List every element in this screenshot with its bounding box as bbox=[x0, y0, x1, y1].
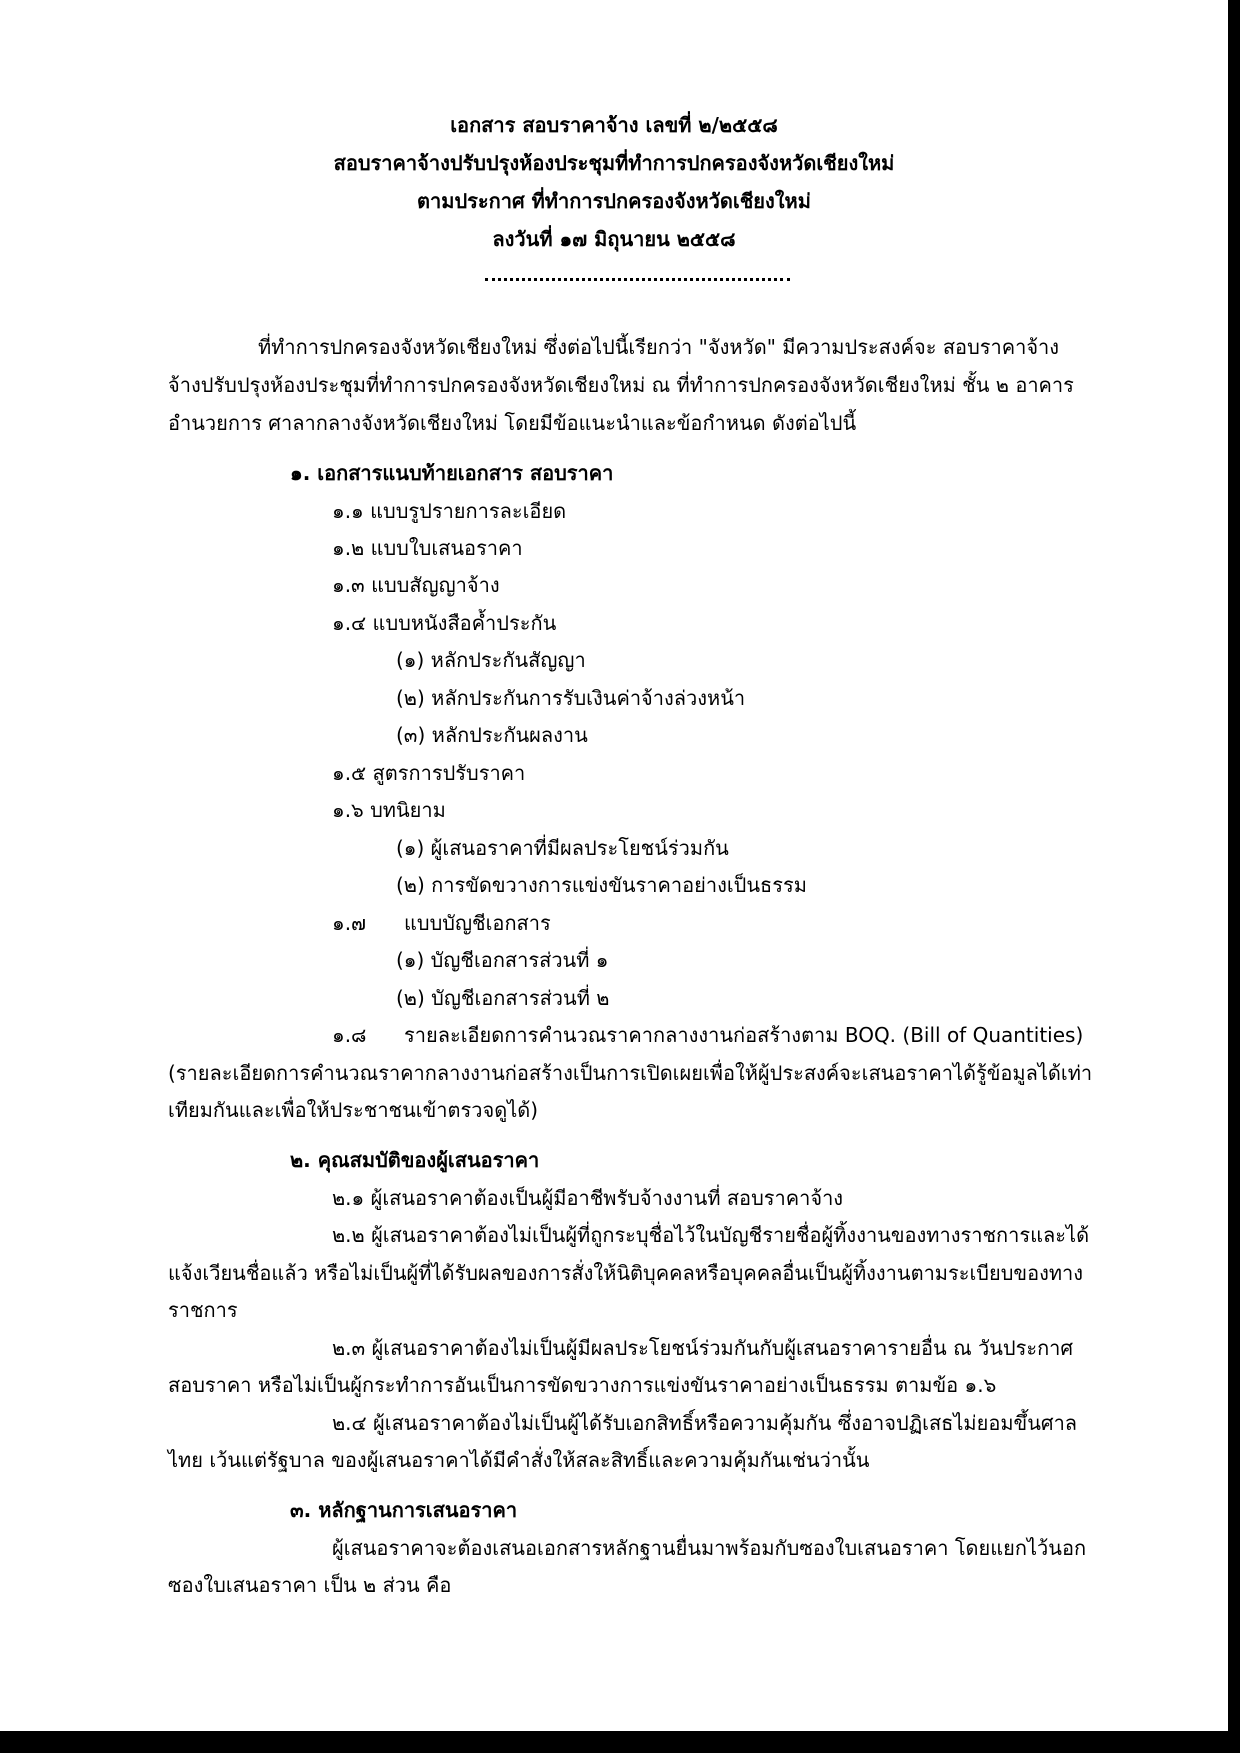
item-1-2: ๑.๒ แบบใบเสนอราคา bbox=[332, 536, 523, 560]
item-2-1: ๒.๑ ผู้เสนอราคาต้องเป็นผู้มีอาชีพรับจ้างงานที่ สอบราคาจ้าง bbox=[332, 1186, 844, 1210]
item-1-7-1: (๑) บัญชีเอกสารส่วนที่ ๑ bbox=[396, 948, 609, 972]
item-1-6-1: (๑) ผู้เสนอราคาที่มีผลประโยชน์ร่วมกัน bbox=[396, 836, 729, 860]
item-2-3-line-2: สอบราคา หรือไม่เป็นผู้กระทำการอันเป็นการขัดขวางการแข่งขันราคาอย่างเป็นธรรม ตามข้อ ๑.๖ bbox=[168, 1373, 997, 1397]
item-1-3: ๑.๓ แบบสัญญาจ้าง bbox=[332, 573, 500, 597]
scan-edge-bottom bbox=[0, 1731, 1240, 1753]
item-1-8-note-line-1: (รายละเอียดการคำนวณราคากลางงานก่อสร้างเป็นการเปิดเผยเพื่อให้ผู้ประสงค์จะเสนอราคาได้รู้ข้อมูลได้เท่า bbox=[168, 1061, 1093, 1085]
item-1-7: แบบบัญชีเอกสาร bbox=[404, 911, 551, 935]
item-1-1: ๑.๑ แบบรูปรายการละเอียด bbox=[332, 499, 567, 523]
item-2-2-line-2: แจ้งเวียนชื่อแล้ว หรือไม่เป็นผู้ที่ได้รับผลของการสั่งให้นิติบุคคลหรือบุคคลอื่นเป็นผู้ทิ้งงานตามระเบียบของทาง bbox=[168, 1261, 1084, 1285]
item-1-8-note-line-2: เทียมกันและเพื่อให้ประชาชนเข้าตรวจดูได้) bbox=[168, 1098, 539, 1122]
item-2-2-line-1: ๒.๒ ผู้เสนอราคาต้องไม่เป็นผู้ที่ถูกระบุชื่อไว้ในบัญชีรายชื่อผู้ทิ้งงานของทางราชการและได้ bbox=[332, 1223, 1090, 1247]
item-1-4-2: (๒) หลักประกันการรับเงินค่าจ้างล่วงหน้า bbox=[396, 686, 746, 710]
item-2-4-line-2: ไทย เว้นแต่รัฐบาล ของผู้เสนอราคาได้มีคำสั่งให้สละสิทธิ์และความคุ้มกันเช่นว่านั้น bbox=[168, 1448, 870, 1472]
section-3-line-2: ซองใบเสนอราคา เป็น ๒ ส่วน คือ bbox=[168, 1573, 452, 1597]
doc-title-number: เอกสาร สอบราคาจ้าง เลขที่ ๒/๒๕๕๘ bbox=[450, 113, 778, 137]
item-1-6-2: (๒) การขัดขวางการแข่งขันราคาอย่างเป็นธรรม bbox=[396, 873, 807, 897]
item-2-3-line-1: ๒.๓ ผู้เสนอราคาต้องไม่เป็นผู้มีผลประโยชน์ร่วมกันกับผู้เสนอราคารายอื่น ณ วันประกาศ bbox=[332, 1336, 1074, 1360]
doc-title-announcement: ตามประกาศ ที่ทำการปกครองจังหวัดเชียงใหม่ bbox=[417, 189, 811, 213]
item-2-2-line-3: ราชการ bbox=[168, 1298, 238, 1322]
item-1-7-number: ๑.๗ bbox=[332, 911, 367, 935]
intro-line-2: จ้างปรับปรุงห้องประชุมที่ทำการปกครองจังหวัดเชียงใหม่ ณ ที่ทำการปกครองจังหวัดเชียงใหม่ ชั้น ๒ อาคาร bbox=[168, 373, 1074, 397]
item-1-7-2: (๒) บัญชีเอกสารส่วนที่ ๒ bbox=[396, 986, 610, 1010]
item-1-4: ๑.๔ แบบหนังสือค้ำประกัน bbox=[332, 611, 557, 635]
item-1-8-number: ๑.๘ bbox=[332, 1023, 367, 1047]
intro-line-3: อำนวยการ ศาลากลางจังหวัดเชียงใหม่ โดยมีข้อแนะนำและข้อกำหนด ดังต่อไปนี้ bbox=[168, 411, 857, 435]
intro-line-1: ที่ทำการปกครองจังหวัดเชียงใหม่ ซึ่งต่อไปนี้เรียกว่า "จังหวัด" มีความประสงค์จะ สอบราคาจ้าง bbox=[258, 335, 1060, 359]
doc-title-subject: สอบราคาจ้างปรับปรุงห้องประชุมที่ทำการปกครองจังหวัดเชียงใหม่ bbox=[333, 151, 895, 175]
doc-title-date: ลงวันที่ ๑๗ มิถุนายน ๒๕๕๘ bbox=[492, 227, 736, 251]
section-3-line-1: ผู้เสนอราคาจะต้องเสนอเอกสารหลักฐานยื่นมาพร้อมกับซองใบเสนอราคา โดยแยกไว้นอก bbox=[332, 1536, 1087, 1560]
dotted-divider bbox=[485, 278, 790, 281]
item-1-5: ๑.๕ สูตรการปรับราคา bbox=[332, 761, 526, 785]
item-1-8: รายละเอียดการคำนวณราคากลางงานก่อสร้างตาม BOQ. (Bill of Quantities) bbox=[404, 1023, 1084, 1047]
item-1-4-3: (๓) หลักประกันผลงาน bbox=[396, 723, 588, 747]
section-2-heading: ๒. คุณสมบัติของผู้เสนอราคา bbox=[290, 1148, 540, 1172]
item-1-6: ๑.๖ บทนิยาม bbox=[332, 798, 446, 822]
section-1-heading: ๑. เอกสารแนบท้ายเอกสาร สอบราคา bbox=[290, 461, 614, 485]
section-3-heading: ๓. หลักฐานการเสนอราคา bbox=[290, 1498, 518, 1522]
item-2-4-line-1: ๒.๔ ผู้เสนอราคาต้องไม่เป็นผู้ได้รับเอกสิทธิ์หรือความคุ้มกัน ซึ่งอาจปฏิเสธไม่ยอมขึ้นศาล bbox=[332, 1411, 1078, 1435]
scan-edge-right bbox=[1228, 0, 1240, 1753]
item-1-4-1: (๑) หลักประกันสัญญา bbox=[396, 648, 586, 672]
